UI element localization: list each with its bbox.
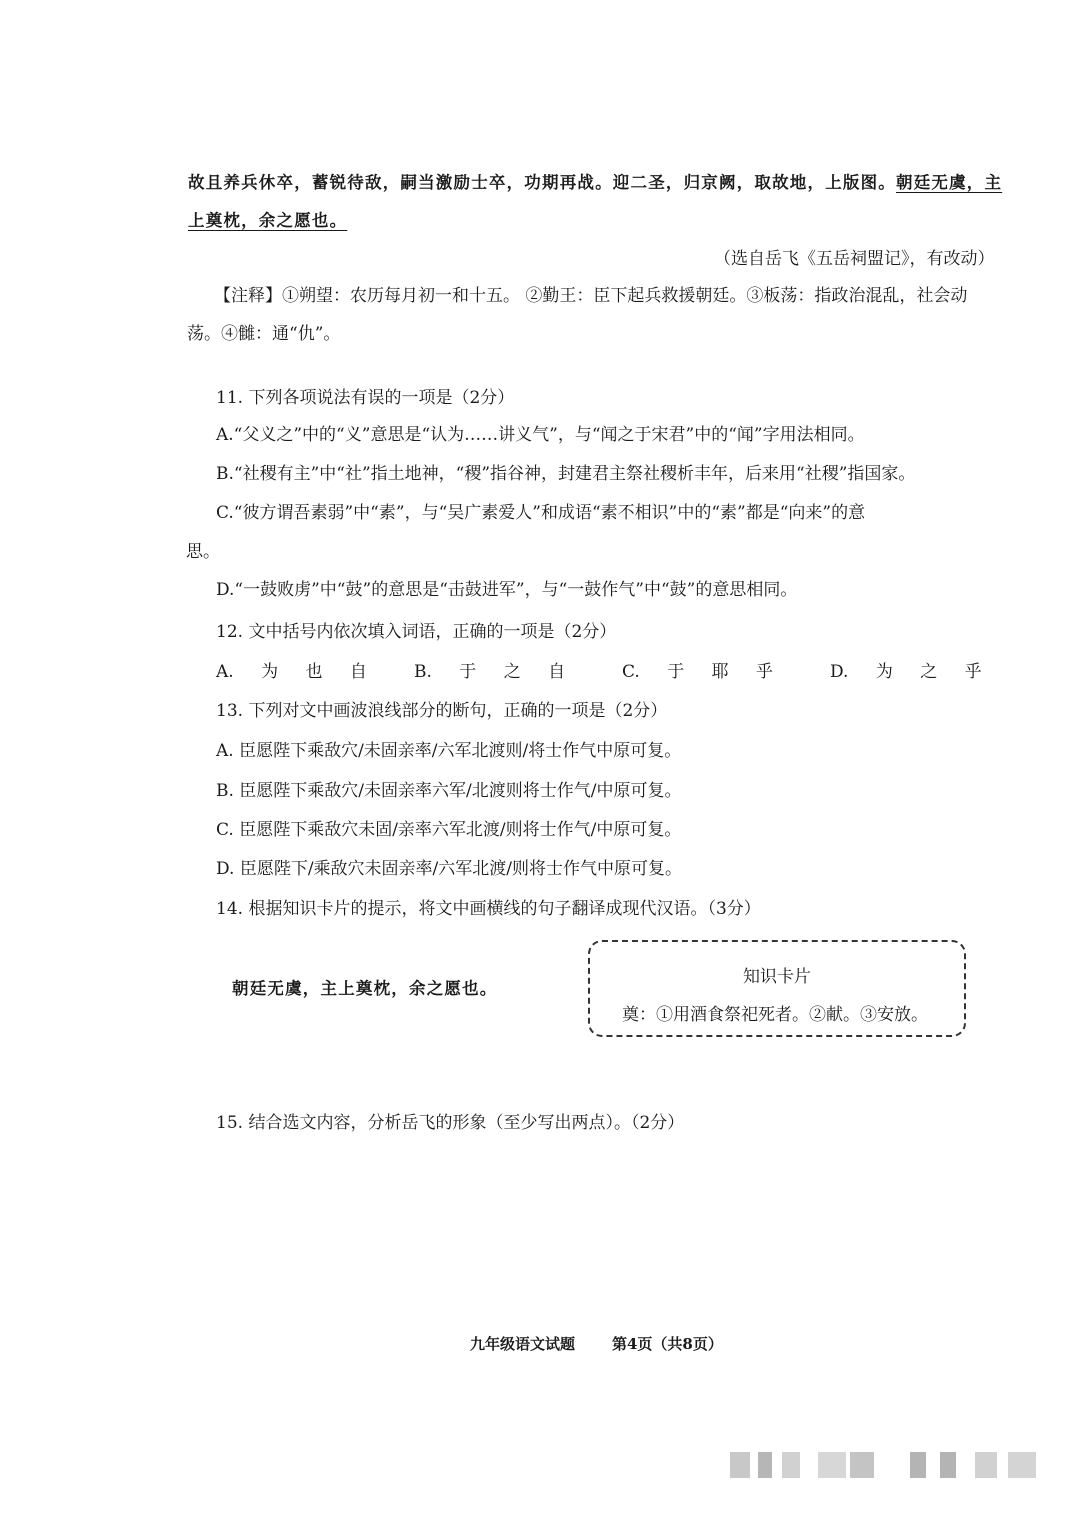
passage-source: （选自岳飞《五岳祠盟记》，有改动） bbox=[714, 249, 995, 269]
knowledge-card-title: 知识卡片 bbox=[743, 967, 811, 987]
notes-line-1: 【注释】①朔望：农历每月初一和十五。 ②勤王：臣下起兵救援朝廷。③板荡：指政治混乱，社会动 bbox=[214, 286, 968, 306]
question-11-stem: 11. 下列各项说法有误的一项是（2分） bbox=[216, 388, 515, 408]
question-14-sentence: 朝廷无虞，主上奠枕，余之愿也。 bbox=[232, 979, 498, 998]
notes-line-2: 荡。④雠：通“仇”。 bbox=[187, 324, 341, 344]
underlined-sentence: 朝廷无虞，主 bbox=[896, 173, 1003, 192]
question-13-option-c: C. 臣愿陛下乘敌穴未固/亲率六军北渡/则将士作气/中原可复。 bbox=[216, 820, 682, 840]
question-12-option-d: D. 为 之 乎 bbox=[830, 662, 982, 682]
question-13-option-d: D. 臣愿陛下/乘敌穴未固亲率/六军北渡/则将士作气中原可复。 bbox=[216, 859, 683, 879]
question-14-stem: 14. 根据知识卡片的提示，将文中画横线的句子翻译成现代汉语。（3分） bbox=[216, 899, 761, 919]
question-11-option-c-cont: 思。 bbox=[186, 542, 220, 562]
question-11-option-a: A.“父义之”中的“义”意思是“认为……讲义气”，与“闻之于宋君”中的“闻”字用法相同。 bbox=[216, 425, 865, 445]
knowledge-card-body: 奠：①用酒食祭祀死者。②献。③安放。 bbox=[622, 1005, 928, 1025]
question-15-stem: 15. 结合选文内容，分析岳飞的形象（至少写出两点）。（2分） bbox=[216, 1113, 685, 1133]
question-11-option-c: C.“彼方谓吾素弱”中“素”，与“吴广素爱人”和成语“素不相识”中的“素”都是“向来”的意 bbox=[216, 503, 866, 523]
passage-text: 故且养兵休卒，蓄锐待敌，嗣当激励士卒，功期再战。迎二圣，归京阙，取故地，上版图。 bbox=[188, 173, 896, 192]
passage-line-2: 上奠枕，余之愿也。 bbox=[188, 211, 348, 230]
question-12-option-a: A. 为 也 自 bbox=[216, 662, 367, 682]
question-13-option-a: A. 臣愿陛下乘敌穴/未固亲率/六军北渡则/将士作气中原可复。 bbox=[216, 741, 682, 761]
passage-line-1 bbox=[188, 171, 1002, 195]
question-12-option-b: B. 于 之 自 bbox=[414, 662, 566, 682]
footer-page-number: 第4页（共8页） bbox=[612, 1335, 723, 1353]
question-12-stem: 12. 文中括号内依次填入词语，正确的一项是（2分） bbox=[216, 622, 617, 642]
knowledge-card bbox=[588, 940, 966, 1037]
question-13-option-b: B. 臣愿陛下乘敌穴/未固亲率六军/北渡则将士作气/中原可复。 bbox=[216, 781, 682, 801]
question-13-stem: 13. 下列对文中画波浪线部分的断句，正确的一项是（2分） bbox=[216, 701, 668, 721]
question-11-option-b: B.“社稷有主”中“社”指土地神，“稷”指谷神，封建君主祭社稷析丰年，后来用“社稷”指国家。 bbox=[216, 464, 916, 484]
question-12-option-c: C. 于 耶 乎 bbox=[622, 662, 774, 682]
question-11-option-d: D.“一鼓败虏”中“鼓”的意思是“击鼓进军”，与“一鼓作气”中“鼓”的意思相同。 bbox=[216, 580, 798, 600]
footer-subject: 九年级语文试题 bbox=[470, 1335, 576, 1353]
